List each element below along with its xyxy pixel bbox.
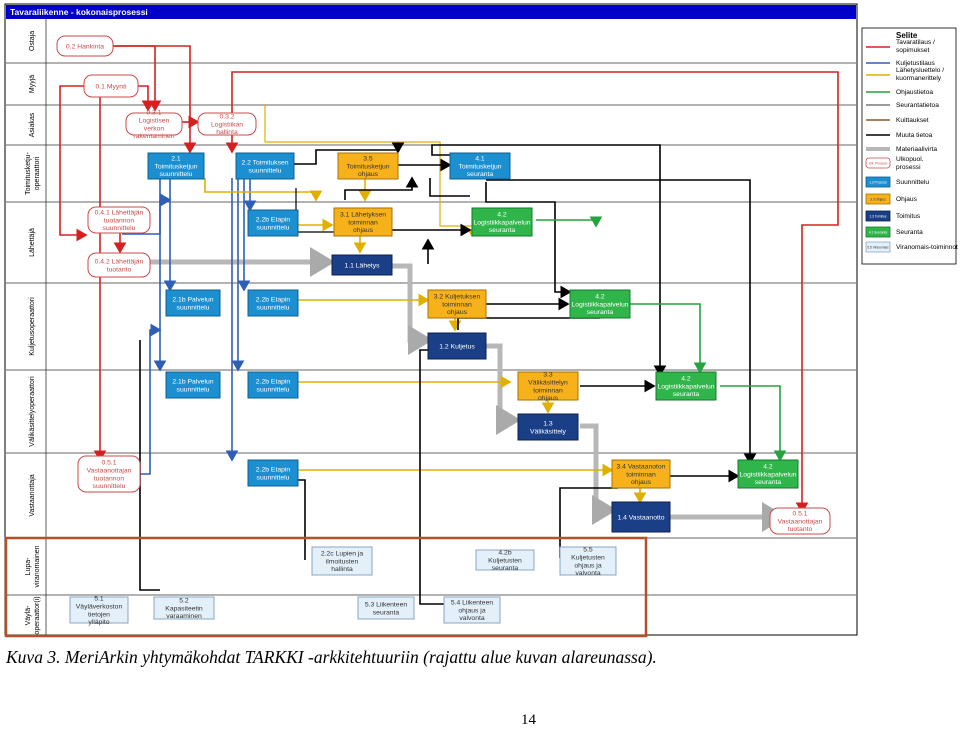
node-label: 1.2 Kuljetus: [439, 343, 475, 351]
diagram-frame: [5, 4, 857, 635]
process-node-n42_k: [570, 290, 630, 318]
lane-label-valikasittely: Välikäsittelyoperaattori: [29, 376, 36, 447]
process-node-n33: [518, 372, 578, 402]
legend-line-label: Tavaratilaus / sopimukset: [896, 39, 935, 54]
legend-sample-text: 4.1 Seuranta: [868, 230, 888, 235]
lane-label-vastaanottaja: Vastaanottaja: [29, 474, 36, 517]
node-label: 5.5 Kuljetusten ohjaus ja valvonta: [571, 546, 605, 578]
node-label: 1.3 Välikäsittely: [530, 420, 566, 436]
lane-label-myyja: Myyjä: [29, 74, 36, 94]
legend-box-label: Viranomais-toiminnot: [896, 244, 958, 251]
node-label: 0.2 Hankinta: [65, 43, 105, 51]
process-node-n14: [612, 502, 670, 532]
process-node-n42_l: [472, 208, 532, 236]
node-label: 4.2 Logistiikkapalvelun seuranta: [571, 293, 629, 317]
node-label: 2.1b Palvelun suunnittelu: [172, 296, 214, 312]
node-label: 4.2 Logistiikkapalvelun seuranta: [657, 375, 715, 399]
process-node-n51: [70, 596, 128, 626]
node-label: 5.3 Liikenteen seuranta: [364, 601, 408, 617]
process-node-n42_v: [656, 372, 716, 400]
process-node-n42_r: [738, 460, 798, 488]
process-node-n55: [560, 547, 616, 577]
node-label: 0.3.1 Logistisen verkon rakentaminen: [133, 109, 175, 141]
process-node-n54: [444, 597, 500, 623]
node-label: 0.1 Myynti: [95, 83, 127, 91]
node-label: 3.2 Kuljetuksen toiminnan ohjaus: [433, 293, 481, 317]
node-label: 2.2b Etapin suunnittelu: [255, 216, 291, 232]
node-label: 2.2 Toimituksen suunnittelu: [241, 159, 289, 175]
process-node-n051a: [78, 456, 140, 492]
node-label: 3.1 Lähetyksen toiminnan ohjaus: [339, 211, 387, 235]
node-label: 0.4.2 Lähettäjän tuotanto: [94, 258, 144, 274]
node-label: 2.1b Palvelun suunnittelu: [172, 378, 214, 394]
legend-line-label: Lähetysluettelo / kuormanerittely: [896, 67, 945, 82]
process-node-n31: [334, 208, 392, 236]
diagram-title: Tavaraliikenne - kokonaisprosessi: [10, 7, 148, 17]
process-node-n12: [428, 333, 486, 359]
node-label: 0.3.2 Logistiikan hallinta: [210, 113, 244, 137]
legend-line-label: Ohjaustietoa: [896, 89, 934, 96]
legend-line-label: Seurantatietoa: [896, 102, 939, 109]
process-node-n41: [450, 153, 510, 179]
legend-line-label: Kuittaukset: [896, 117, 929, 124]
node-label: 1.4 Vastaanotto: [617, 514, 665, 522]
legend-title: Selite: [896, 31, 918, 40]
process-node-n22b_l: [248, 210, 298, 236]
node-label: 2.2b Etapin suunnittelu: [255, 296, 291, 312]
node-label: 4.2 Logistiikkapalvelun seuranta: [473, 211, 531, 235]
node-label: 5.1 Väyläverkoston tietojen ylläpito: [75, 595, 123, 627]
node-label: 5.2 Kapasiteetin varaaminen: [165, 597, 203, 621]
process-node-n032: [198, 113, 256, 136]
node-label: 3.3 Välikäsittelyn toiminnan ohjaus: [528, 371, 568, 403]
lane-label-vayla: Väylä- operaattor(i): [25, 596, 41, 635]
node-label: 3.5 Toimitusketjun ohjaus: [346, 155, 390, 179]
node-label: 2.1 Toimitusketjun suunnittelu: [154, 155, 198, 179]
legend-line-label: Materiaalivirta: [896, 146, 938, 153]
lane-label-luvat: Lupa- viranomainen: [25, 545, 41, 588]
lane-label-toim: Toimitusketju- operaattori: [25, 152, 41, 195]
node-label: 4.1 Toimitusketjun seuranta: [458, 155, 502, 179]
legend-box-label: Toimitus: [896, 213, 921, 220]
process-node-n21b_k: [166, 290, 220, 316]
process-node-n13: [518, 414, 578, 440]
node-label: 2.2b Etapin suunnittelu: [255, 466, 291, 482]
legend-box-label: Seuranta: [896, 229, 923, 236]
process-node-n22b_v: [248, 372, 298, 398]
process-node-n041: [88, 207, 150, 233]
node-label: 0.5.1 Vastaanottajan tuotannon suunnittelu: [86, 459, 132, 491]
process-node-n53: [358, 597, 414, 619]
node-label: 4.2 Logistiikkapalvelun seuranta: [739, 463, 797, 487]
process-node-n02: [57, 36, 113, 56]
process-node-n42b: [476, 550, 534, 573]
legend-line-label: Muuta tietoa: [896, 132, 933, 139]
lane-label-lahettaja: Lähettäjä: [29, 228, 36, 257]
node-label: 0.5.1 Vastaanottajan tuotanto: [777, 510, 823, 534]
process-node-n32: [428, 290, 486, 318]
process-node-n21b_v: [166, 372, 220, 398]
legend-box-label: Suunnittelu: [896, 179, 929, 186]
node-label: 1.1 Lähetys: [344, 262, 380, 270]
process-node-n22b_r: [248, 460, 298, 486]
process-node-n051b: [770, 508, 830, 534]
process-node-n22c: [312, 547, 372, 575]
process-node-n21: [148, 153, 204, 179]
legend-box-label: Ulkopuol. prosessi: [896, 156, 924, 171]
legend-sample-text: 1.3 Prosessi: [869, 180, 887, 185]
process-node-n01: [84, 75, 138, 97]
process-node-n34: [612, 460, 670, 488]
process-node-n031: [126, 110, 182, 140]
process-node-n042: [88, 253, 150, 277]
lane-label-asiakas: Asiakas: [29, 112, 36, 138]
figure-caption: Kuva 3. MeriArkin yhtymäkohdat TARKKI -arkkitehtuuriin (rajattu alue kuvan alareunassa).: [6, 647, 657, 667]
legend-sample-text: 5.5 Viranomais: [867, 245, 889, 250]
process-node-n11: [332, 255, 392, 275]
lane-label-ostaja: Ostaja: [29, 30, 36, 52]
process-node-n22b_k: [248, 290, 298, 316]
node-label: 3.4 Vastaanoton toiminnan ohjaus: [616, 463, 666, 487]
node-label: 2.2b Etapin suunnittelu: [255, 378, 291, 394]
legend-sample-text: Ulk. Prosessi: [868, 161, 888, 166]
legend-sample-text: 3.3 Ohjaus: [870, 197, 886, 202]
node-label: 4.2b Kuljetusten seuranta: [488, 549, 522, 573]
legend: [862, 28, 958, 264]
lane-label-kuljetus: Kuljetusoperaattori: [29, 297, 36, 356]
node-label: 0.4.1 Lähettäjän tuotannon suunnittelu: [94, 209, 144, 233]
process-node-n35: [338, 153, 398, 179]
legend-line-label: Kuljetustilaus: [896, 60, 935, 67]
node-label: 2.2c Lupien ja ilmoitusten hallinta: [320, 550, 364, 574]
node-label: 5.4 Liikenteen ohjaus ja valvonta: [450, 599, 494, 623]
page-number: 14: [521, 712, 536, 728]
process-node-n22: [236, 153, 294, 179]
legend-box-label: Ohjaus: [896, 196, 917, 203]
legend-sample-text: 1.3 Toimitus: [869, 214, 887, 219]
process-node-n52: [154, 597, 214, 620]
